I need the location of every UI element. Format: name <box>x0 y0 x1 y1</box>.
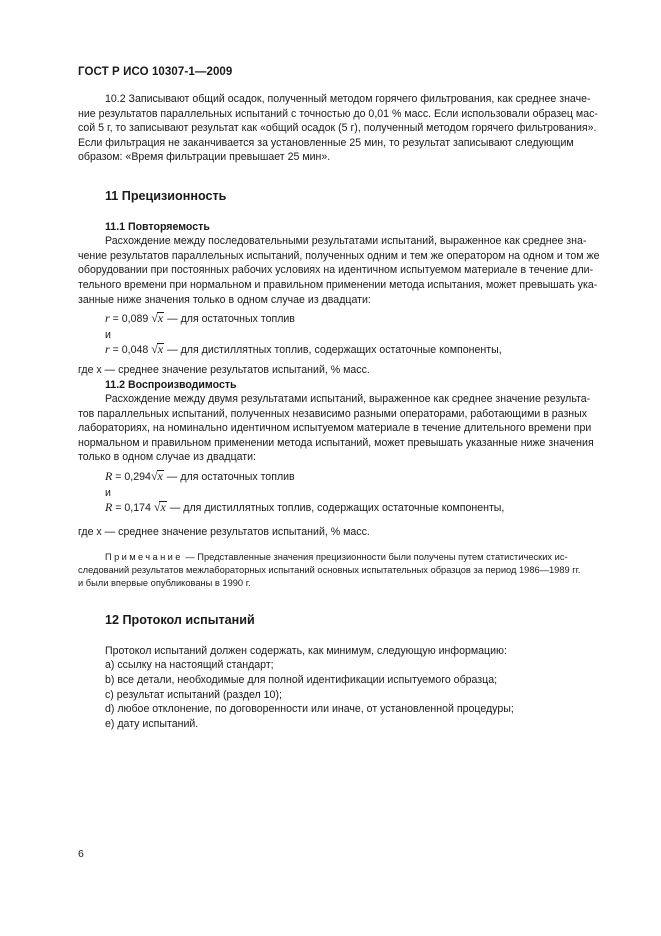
formula-repeatability-residual <box>78 311 615 328</box>
formula-description: — для дистиллятных топлив, содержащих остаточные компоненты, <box>166 502 505 515</box>
text-line: Расхождение между двумя результатами испытаний, выраженное как среднее значение результа- <box>105 393 591 406</box>
note-label: Примечание <box>105 552 183 563</box>
formula-description: — для остаточных топлив <box>164 313 295 326</box>
text-line: сой 5 г, то записывают результат как «общий осадок (5 г), полученный методом горячего фильтрования». <box>78 122 597 135</box>
section-11-title: 11 Прецизионность <box>105 188 227 203</box>
sqrt-symbol: √x <box>151 311 164 326</box>
formula-equation: = 0,174 <box>112 502 154 515</box>
text-line: образом: «Время фильтрации превышает 25 мин». <box>78 151 331 164</box>
section-12-intro: Протокол испытаний должен содержать, как минимум, следующую информацию: <box>105 644 507 657</box>
text-line: тельного времени при нормальном и правильном применении метода испытания, может превышать ука- <box>78 278 598 291</box>
text-line: чение результатов параллельных испытаний, полученных одним и тем же оператором на одном и том же <box>78 249 600 262</box>
sqrt-argument: x <box>157 469 163 484</box>
formula-reproducibility-residual <box>78 469 615 486</box>
text-line: Расхождение между последовательными результатами испытаний, выраженное как среднее зна- <box>105 235 587 248</box>
text-line: Если фильтрация не заканчивается за установленные 25 мин, то результат записывают следующим <box>78 136 574 149</box>
formula-symbol: r <box>105 342 110 357</box>
text-line: нормальном и правильном применении метода испытаний, может превышать указанные ниже значения <box>78 436 594 449</box>
list-item: a) ссылку на настоящий стандарт; <box>105 659 274 672</box>
note <box>78 551 615 564</box>
formula-symbol: R <box>105 469 113 484</box>
list-item: d) любое отклонение, по договоренности или иначе, от установленной процедуры; <box>105 703 514 716</box>
formula-symbol: R <box>105 500 113 515</box>
formula-reproducibility-distillate <box>78 500 615 517</box>
text-line: лабораториях, на номинально идентичном испытуемом материале в течение длительного времени при <box>78 422 592 435</box>
conjunction: и <box>105 486 111 499</box>
sqrt-symbol: √x <box>151 342 164 357</box>
text-line: 10.2 Записывают общий осадок, полученный методом горячего фильтрования, как среднее значе- <box>105 93 591 105</box>
formula-repeatability-distillate <box>78 342 615 359</box>
list-item: c) результат испытаний (раздел 10); <box>105 688 282 701</box>
subsection-11-2-title: 11.2 Воспроизводимость <box>105 378 237 391</box>
text-line: оборудовании при постоянных рабочих условиях на идентичном испытуемом материале в течение дли- <box>78 264 594 277</box>
formula-equation: = 0,294 <box>112 471 151 484</box>
text-line: только в одном случае из двадцати: <box>78 451 257 464</box>
text-line: ние результатов параллельных испытаний с точностью до 0,01 % масс. Если использовали образец мас- <box>78 107 598 120</box>
document-body <box>78 92 615 731</box>
note-text: — Представленные значения прецизионности были получены путем статистических ис- <box>182 552 568 563</box>
sqrt-symbol: √x <box>150 469 163 484</box>
formula-symbol: r <box>105 311 110 326</box>
list-item: e) дату испытаний. <box>105 717 199 730</box>
sqrt-argument: x <box>160 500 166 515</box>
subsection-11-1-title: 11.1 Повторяемость <box>105 220 210 233</box>
formula-description: — для дистиллятных топлив, содержащих остаточные компоненты, <box>164 344 502 357</box>
section-12-title: 12 Протокол испытаний <box>105 613 255 628</box>
formula-description: — для остаточных топлив <box>163 471 295 484</box>
where-clause: где x — среднее значение результатов испытаний, % масс. <box>78 363 370 376</box>
sqrt-argument: x <box>157 342 164 357</box>
text-line: занные ниже значения только в одном случае из двадцати: <box>78 293 371 306</box>
note-line: следований результатов межлабораторных испытаний основных испытательных образцов за период 1986—1989 гг. <box>78 565 581 576</box>
formula-equation: = 0,048 <box>109 344 152 357</box>
page-number: 6 <box>78 848 84 860</box>
sqrt-argument: x <box>157 311 164 326</box>
text-line: тов параллельных испытаний, полученных независимо разными операторами, работающими в разных <box>78 407 588 420</box>
note-line: и были впервые опубликованы в 1990 г. <box>78 577 251 588</box>
list-item: b) все детали, необходимые для полной идентификации испытуемого образца; <box>105 674 498 686</box>
section-10-2 <box>78 92 615 165</box>
where-clause: где x — среднее значение результатов испытаний, % масс. <box>78 525 370 538</box>
conjunction: и <box>105 328 111 341</box>
document-header: ГОСТ Р ИСО 10307-1—2009 <box>78 66 233 78</box>
sqrt-symbol: √x <box>153 500 166 515</box>
formula-equation: = 0,089 <box>109 313 152 326</box>
